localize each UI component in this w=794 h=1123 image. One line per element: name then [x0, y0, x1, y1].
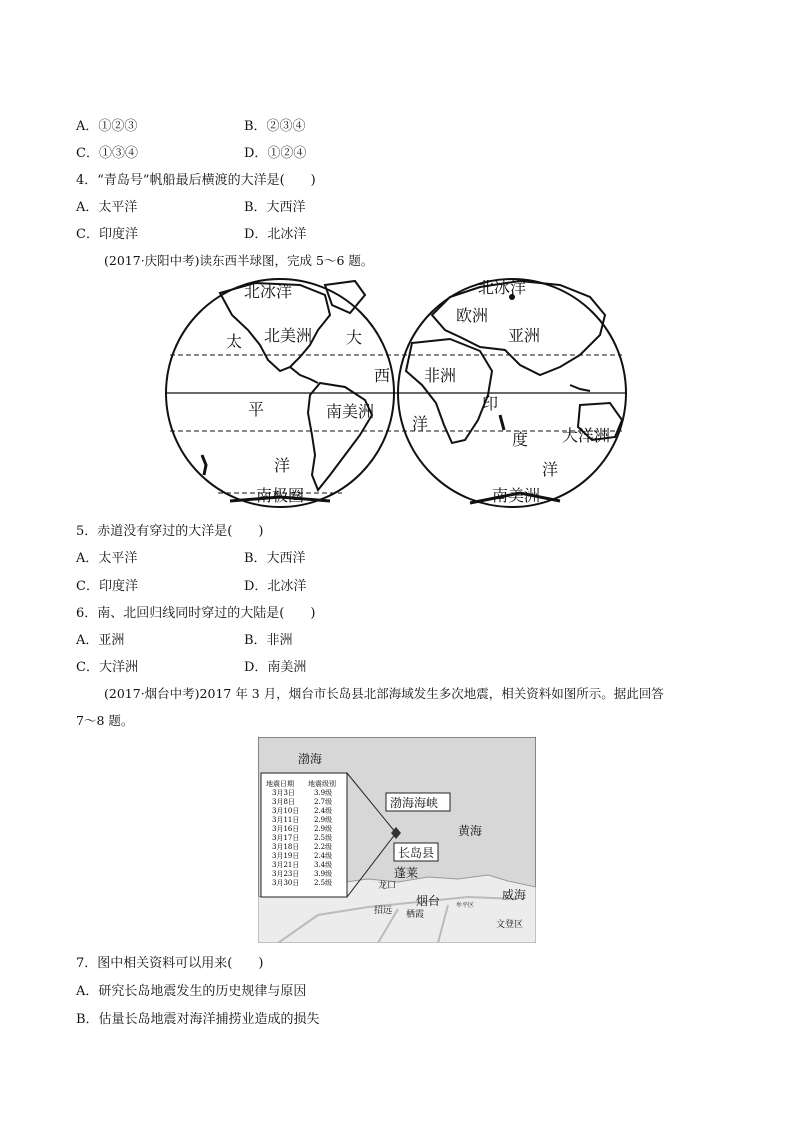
- south-america-shape: [308, 383, 375, 490]
- q6-option-b: B．非洲: [244, 633, 293, 648]
- label-muping: 牟平区: [456, 902, 475, 909]
- label-du: 度: [512, 430, 529, 449]
- q4-stem: 4．“青岛号”帆船最后横渡的大洋是( ): [76, 173, 316, 188]
- label-yang-west: 洋: [274, 456, 291, 475]
- label-longkou: 龙口: [378, 881, 397, 891]
- label-weihai: 威海: [502, 888, 527, 902]
- table-row-magnitude: 2.4级: [314, 852, 333, 860]
- q7-option-a: A．研究长岛地震发生的历史规律与原因: [76, 984, 307, 999]
- q7-stem: 7．图中相关资料可以用来( ): [76, 956, 264, 971]
- q5-option-a: A．太平洋: [76, 551, 138, 566]
- madagascar-shape: [500, 415, 504, 430]
- table-row-date: 3月19日: [272, 852, 300, 860]
- label-africa: 非洲: [424, 366, 457, 385]
- table-row-date: 3月10日: [272, 807, 300, 815]
- table-row-magnitude: 3.9级: [314, 870, 333, 878]
- label-wendeng: 文登区: [496, 920, 524, 930]
- east-islands-shape: [570, 385, 590, 391]
- table-row-magnitude: 3.9级: [314, 789, 333, 797]
- q4-option-a: A．太平洋: [76, 200, 138, 215]
- table-row-date: 3月21日: [272, 861, 300, 869]
- central-america-shape: [290, 367, 318, 383]
- q5-stem: 5．赤道没有穿过的大洋是( ): [76, 524, 264, 539]
- q5-option-c: C．印度洋: [76, 579, 138, 594]
- q4-option-d: D．北冰洋: [244, 227, 307, 242]
- changdao-earthquake-map: [258, 737, 536, 943]
- label-yellow-sea: 黄海: [458, 824, 483, 838]
- q5-option-d: D．北冰洋: [244, 579, 307, 594]
- label-zhaoyuan: 招远: [374, 906, 393, 916]
- label-ping: 平: [248, 400, 265, 419]
- label-arctic-ocean-east: 北冰洋: [478, 278, 527, 297]
- q3-option-c: C．①③④: [76, 146, 138, 161]
- q3-option-a: A．①②③: [76, 119, 138, 134]
- label-penglai: 蓬莱: [394, 866, 419, 880]
- table-row-magnitude: 2.4级: [314, 807, 333, 815]
- label-yantai: 烟台: [416, 894, 441, 908]
- table-row-date: 3月3日: [272, 789, 295, 797]
- hemisphere-map: [160, 275, 640, 510]
- intro-5-6: (2017·庆阳中考)读东西半球图，完成 5～6 题。: [104, 253, 374, 268]
- table-row-magnitude: 3.4级: [314, 861, 333, 869]
- q4-option-c: C．印度洋: [76, 227, 138, 242]
- q6-option-d: D．南美洲: [244, 660, 307, 675]
- label-yin: 印: [482, 394, 499, 413]
- table-row-magnitude: 2.9级: [314, 825, 333, 833]
- label-arctic-ocean-west: 北冰洋: [244, 282, 293, 301]
- table-row-date: 3月17日: [272, 834, 300, 842]
- table-row-magnitude: 2.2级: [314, 843, 333, 851]
- table-row-date: 3月11日: [272, 816, 300, 824]
- label-da: 大: [346, 328, 363, 347]
- earthquake-table: [261, 773, 347, 897]
- label-xi: 西: [374, 366, 391, 385]
- q5-option-b: B．大西洋: [244, 551, 306, 566]
- label-qixia: 栖霞: [406, 910, 425, 920]
- greenland-shape: [325, 281, 365, 313]
- table-row-date: 3月18日: [272, 843, 300, 851]
- label-changdao-county: 长岛县: [398, 846, 435, 860]
- label-bohai-strait: 渤海海峡: [390, 796, 439, 810]
- label-south-america-east: 南美洲: [492, 486, 541, 505]
- table-row-magnitude: 2.9级: [314, 816, 333, 824]
- table-row-magnitude: 2.5级: [314, 879, 333, 887]
- table-row-date: 3月23日: [272, 870, 300, 878]
- label-tai: 太: [226, 332, 243, 351]
- q3-option-b: B．②③④: [244, 119, 306, 134]
- label-antarctic-circle: 南极圈: [256, 486, 305, 505]
- table-row-date: 3月16日: [272, 825, 300, 833]
- table-header-date: 地震日期: [266, 780, 294, 788]
- q3-option-d: D．①②④: [244, 146, 307, 161]
- table-row-date: 3月30日: [272, 879, 300, 887]
- table-row-date: 3月8日: [272, 798, 295, 806]
- west-island-shape: [202, 455, 206, 475]
- label-asia: 亚洲: [508, 326, 541, 345]
- label-oceania: 大洋洲: [562, 426, 611, 445]
- q4-option-b: B．大西洋: [244, 200, 306, 215]
- q6-option-a: A．亚洲: [76, 633, 125, 648]
- label-south-america: 南美洲: [326, 402, 375, 421]
- label-europe: 欧洲: [456, 306, 489, 325]
- q6-stem: 6．南、北回归线同时穿过的大陆是( ): [76, 606, 316, 621]
- label-bohai: 渤海: [298, 752, 323, 766]
- intro-7-8-line2: 7～8 题。: [76, 713, 134, 728]
- table-row-magnitude: 2.5级: [314, 834, 333, 842]
- q6-option-c: C．大洋洲: [76, 660, 138, 675]
- label-yang-east-1: 洋: [412, 414, 429, 433]
- label-north-america: 北美洲: [264, 326, 313, 345]
- q7-option-b: B．估量长岛地震对海洋捕捞业造成的损失: [76, 1012, 320, 1027]
- intro-7-8-line1: (2017·烟台中考)2017 年 3 月，烟台市长岛县北部海域发生多次地震，相关资料如图所示。据此回答: [104, 686, 664, 701]
- table-row-magnitude: 2.7级: [314, 798, 333, 806]
- label-yang-east-2: 洋: [542, 460, 559, 479]
- table-header-magnitude: 地震级别: [308, 780, 336, 788]
